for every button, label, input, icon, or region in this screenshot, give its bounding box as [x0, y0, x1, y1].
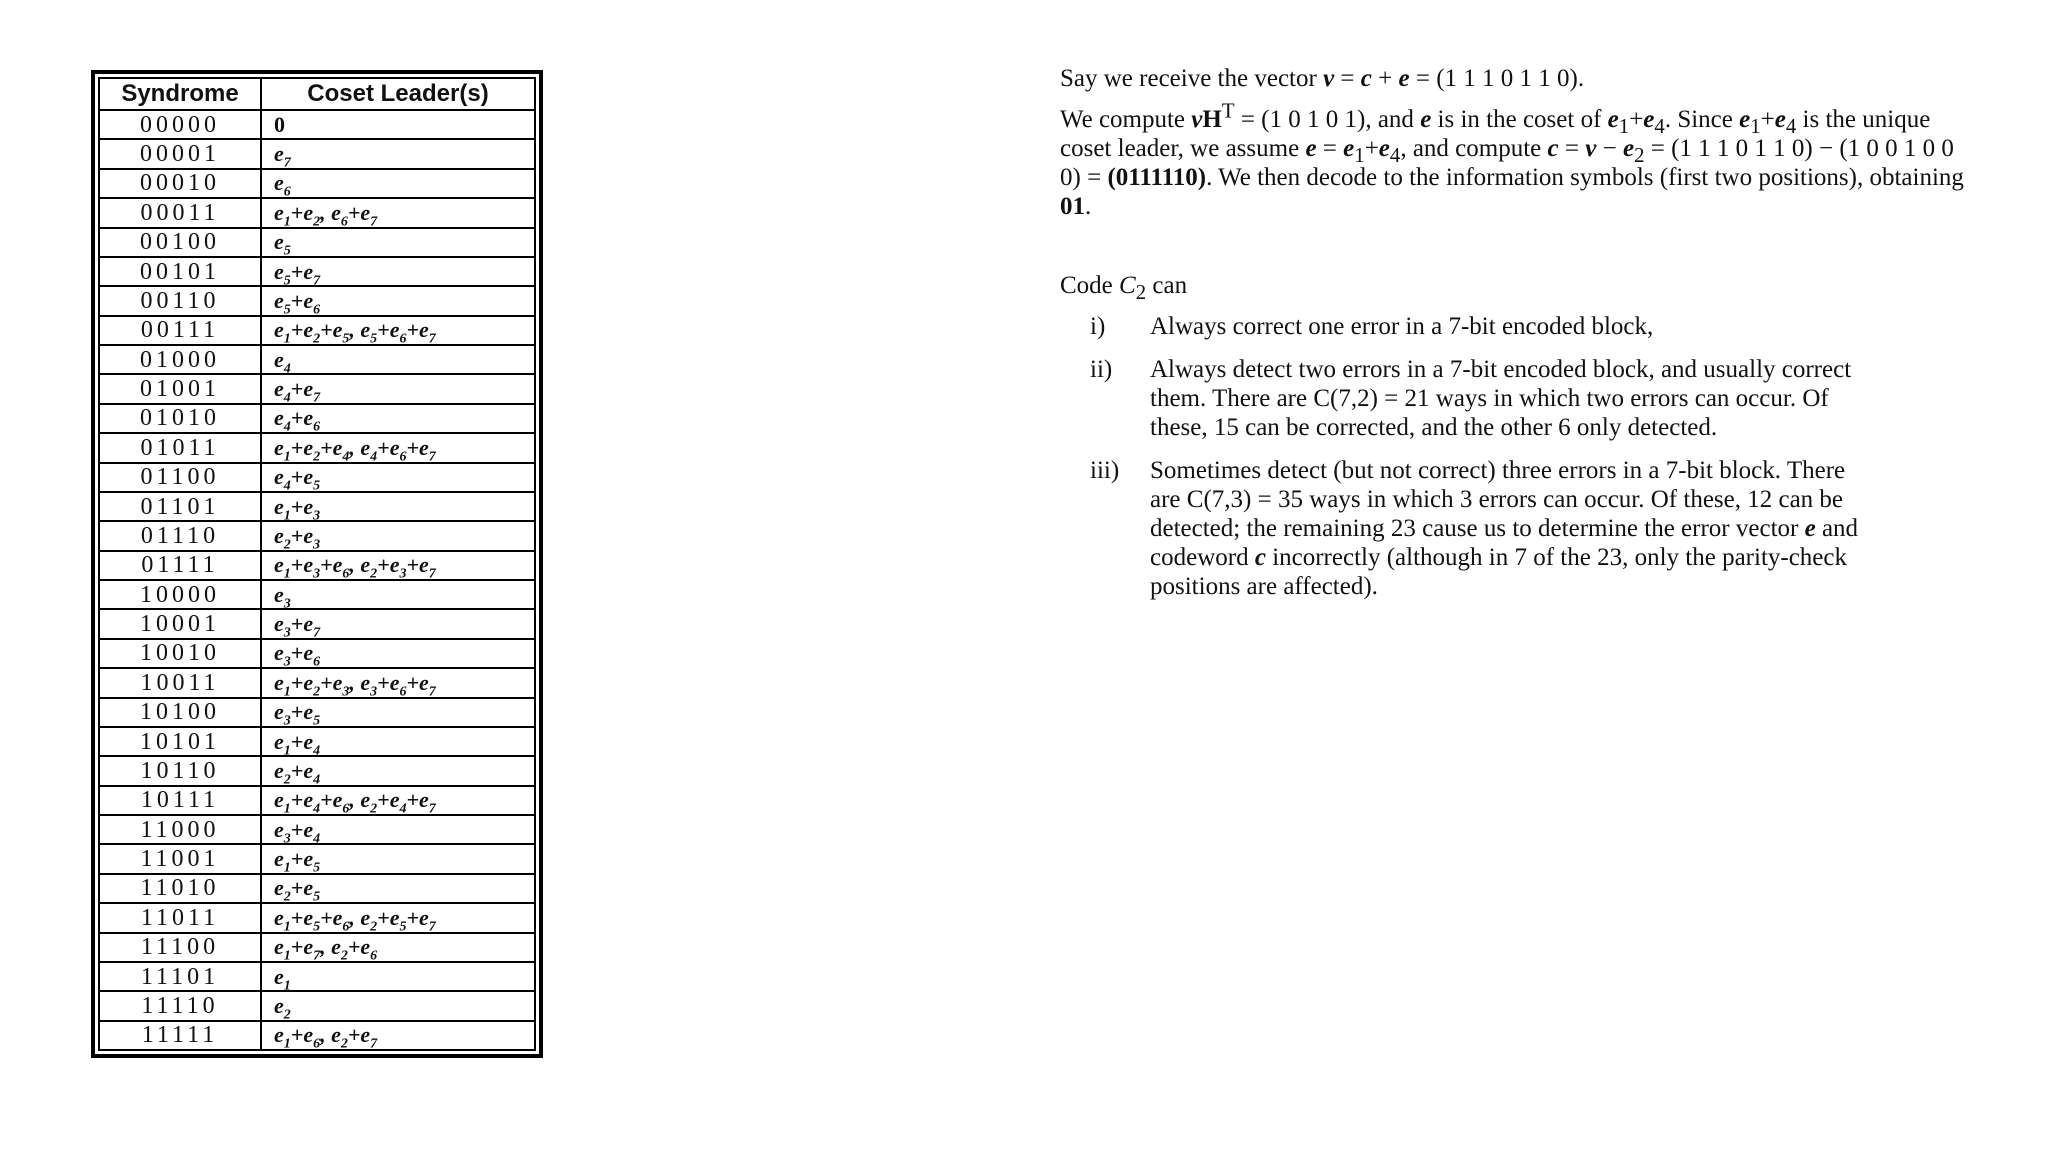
vector-c: c — [1360, 65, 1372, 92]
coset-leader-cell: $e_1+e_2$, $e_6+e_7$ — [261, 198, 535, 227]
coset-leader-cell: 0 — [261, 110, 535, 139]
table-row — [99, 374, 535, 403]
vector-e: e — [1607, 106, 1619, 133]
table-row — [99, 874, 535, 903]
vector-v: v — [1585, 135, 1597, 162]
list-item-text: Always detect two errors in a 7-bit encoded block, and usually correct them. There are C(7,2) = 21 ways in which two errors can occur. Of these, 15 can be corrected, and the other 6 only detected. — [1150, 356, 1852, 441]
vector-e: e — [1804, 515, 1816, 542]
coset-leader-cell: $e_3+e_4$ — [261, 815, 535, 844]
table-row — [99, 756, 535, 785]
receive-text-1: Say we receive the vector — [1060, 65, 1324, 92]
plus: + — [1760, 106, 1775, 133]
table-row — [99, 257, 535, 286]
table-row — [99, 228, 535, 257]
syndrome-cell: 11111 — [99, 1021, 261, 1050]
decoded-codeword: (0111110) — [1107, 164, 1207, 191]
syndrome-cell: 10000 — [99, 580, 261, 609]
vector-e: e — [1343, 135, 1355, 162]
subscript: 2 — [1135, 280, 1147, 304]
list-item — [1060, 312, 1980, 341]
matrix-h: H — [1202, 106, 1222, 133]
list-item-text-c: incorrectly (although in 7 of the 23, only the parity-check positions are affected). — [1150, 544, 1848, 600]
syndrome-cell: 01111 — [99, 551, 261, 580]
coset-leader-cell: $e_1+e_2+e_3$, $e_3+e_6+e_7$ — [261, 668, 535, 697]
subscript: 4 — [1654, 114, 1665, 138]
syndrome-cell: 11010 — [99, 874, 261, 903]
syndrome-cell: 10001 — [99, 609, 261, 638]
syndrome-value: = (1 0 1 0 1), and — [1234, 106, 1421, 133]
plus: + — [1629, 106, 1644, 133]
table-row — [99, 286, 535, 315]
table-row — [99, 345, 535, 374]
table-row — [99, 668, 535, 697]
table-row — [99, 198, 535, 227]
coset-leader-cell: $e_1+e_5+e_6$, $e_2+e_5+e_7$ — [261, 903, 535, 932]
syndrome-table-frame — [91, 70, 543, 1058]
coset-leader-cell: $e_2+e_3$ — [261, 521, 535, 550]
subscript: 1 — [1618, 114, 1630, 138]
syndrome-cell: 00101 — [99, 257, 261, 286]
equals: = — [1558, 135, 1586, 162]
coset-leader-cell: $e_2+e_4$ — [261, 756, 535, 785]
vector-v: v — [1191, 106, 1203, 133]
coset-leader-cell: $e_1+e_3+e_6$, $e_2+e_3+e_7$ — [261, 551, 535, 580]
syndrome-cell: 00001 — [99, 139, 261, 168]
table-row — [99, 492, 535, 521]
syndrome-cell: 01101 — [99, 492, 261, 521]
table-row — [99, 609, 535, 638]
equals: = — [1316, 135, 1344, 162]
syndrome-cell: 01100 — [99, 463, 261, 492]
table-row — [99, 110, 535, 139]
compute-text-4: . Since — [1664, 106, 1740, 133]
syndrome-cell: 10100 — [99, 698, 261, 727]
vector-c: c — [1547, 135, 1559, 162]
coset-leader-cell: $e_4+e_7$ — [261, 374, 535, 403]
vector-e: e — [1643, 106, 1655, 133]
code-heading — [1060, 271, 1980, 304]
table-row — [99, 903, 535, 932]
compute-paragraph — [1060, 98, 1980, 221]
syndrome-cell: 11000 — [99, 815, 261, 844]
table-row — [99, 991, 535, 1020]
list-marker: i) — [1090, 313, 1106, 340]
minus: − — [1596, 135, 1623, 162]
vector-e: e — [1305, 135, 1317, 162]
coset-leader-cell: $e_2$ — [261, 991, 535, 1020]
code-text-2: can — [1146, 272, 1188, 299]
syndrome-cell: 00100 — [99, 228, 261, 257]
list-marker: ii) — [1090, 356, 1113, 383]
vector-e: e — [1420, 106, 1432, 133]
code-text: Code — [1060, 272, 1120, 299]
period: . — [1085, 193, 1092, 220]
coset-leader-cell: $e_1+e_7$, $e_2+e_6$ — [261, 933, 535, 962]
vector-e: e — [1378, 135, 1390, 162]
syndrome-cell: 00111 — [99, 316, 261, 345]
subscript: 1 — [1750, 114, 1761, 138]
list-item — [1060, 355, 1980, 442]
coset-leader-cell: $e_3+e_6$ — [261, 639, 535, 668]
equals: = — [1334, 65, 1361, 92]
table-row — [99, 169, 535, 198]
syndrome-table — [98, 77, 536, 1051]
syndrome-cell: 11101 — [99, 962, 261, 991]
table-row — [99, 815, 535, 844]
plus: + — [1371, 65, 1399, 92]
receive-paragraph — [1060, 64, 1980, 93]
coset-leaders-header: Coset Leader(s) — [261, 78, 535, 110]
list-item — [1060, 456, 1980, 601]
coset-leader-cell: $e_4$ — [261, 345, 535, 374]
table-row — [99, 404, 535, 433]
list-item-text-b: and codeword — [1150, 515, 1859, 571]
code-symbol: C — [1119, 272, 1136, 299]
subscript: 2 — [1634, 143, 1645, 167]
syndrome-cell: 11110 — [99, 991, 261, 1020]
syndrome-cell: 00110 — [99, 286, 261, 315]
subscript: 1 — [1354, 143, 1365, 167]
table-row — [99, 316, 535, 345]
table-row — [99, 933, 535, 962]
subtraction: = (1 1 1 0 1 1 0) − (1 0 0 1 0 0 0) = — [1060, 135, 1954, 191]
coset-leader-cell: $e_1+e_4+e_6$, $e_2+e_4+e_7$ — [261, 786, 535, 815]
syndrome-cell: 00000 — [99, 110, 261, 139]
table-row — [99, 698, 535, 727]
compute-text-3: is in the coset of — [1431, 106, 1608, 133]
coset-leader-cell: $e_1$ — [261, 962, 535, 991]
syndrome-cell: 01110 — [99, 521, 261, 550]
table-row — [99, 727, 535, 756]
vector-e: e — [1739, 106, 1751, 133]
coset-leader-cell: $e_1+e_4$ — [261, 727, 535, 756]
syndrome-cell: 01000 — [99, 345, 261, 374]
compute-text-1: We compute — [1060, 106, 1192, 133]
coset-leader-cell: $e_1+e_2+e_4$, $e_4+e_6+e_7$ — [261, 433, 535, 462]
syndrome-cell: 00011 — [99, 198, 261, 227]
coset-leader-cell: $e_3+e_7$ — [261, 609, 535, 638]
list-item-text-a: Sometimes detect (but not correct) three errors in a 7-bit block. There are C(7,3) = 35 ways in which 3 errors can occur. Of these, 12 can be detected; the remaining 23 cause us to determine the error vector — [1150, 457, 1846, 542]
syndrome-cell: 10110 — [99, 756, 261, 785]
syndrome-cell: 01001 — [99, 374, 261, 403]
table-row — [99, 463, 535, 492]
syndrome-cell: 11100 — [99, 933, 261, 962]
syndrome-cell: 10111 — [99, 786, 261, 815]
syndrome-cell: 11011 — [99, 903, 261, 932]
table-row — [99, 786, 535, 815]
coset-leader-cell: $e_7$ — [261, 139, 535, 168]
vector-e: e — [1398, 65, 1410, 92]
compute-text-7: , and compute — [1400, 135, 1548, 162]
list-item-text: Always correct one error in a 7-bit encoded block, — [1150, 313, 1654, 340]
syndrome-cell: 10011 — [99, 668, 261, 697]
table-row — [99, 580, 535, 609]
syndrome-cell: 01011 — [99, 433, 261, 462]
vector-c: c — [1254, 544, 1266, 571]
coset-leader-cell: $e_3+e_5$ — [261, 698, 535, 727]
syndrome-cell: 11001 — [99, 844, 261, 873]
coset-leader-cell: $e_1+e_3$ — [261, 492, 535, 521]
table-row — [99, 962, 535, 991]
coset-leader-cell: $e_3$ — [261, 580, 535, 609]
coset-leader-cell: $e_4+e_6$ — [261, 404, 535, 433]
coset-leader-cell: $e_4+e_5$ — [261, 463, 535, 492]
table-row — [99, 139, 535, 168]
plus: + — [1364, 135, 1379, 162]
syndrome-cell: 01010 — [99, 404, 261, 433]
compute-text-11: . We then decode to the information symbols (first two positions), obtaining — [1206, 164, 1964, 191]
table-row — [99, 551, 535, 580]
vector-e: e — [1622, 135, 1635, 162]
table-row — [99, 1021, 535, 1050]
syndrome-table-body — [99, 110, 535, 1050]
syndrome-cell: 10010 — [99, 639, 261, 668]
vector-v: v — [1323, 65, 1335, 92]
coset-leader-cell: $e_5$ — [261, 228, 535, 257]
coset-leader-cell: $e_5+e_6$ — [261, 286, 535, 315]
table-row — [99, 844, 535, 873]
list-marker: iii) — [1090, 457, 1120, 484]
subscript: 4 — [1785, 114, 1797, 138]
syndrome-header: Syndrome — [99, 78, 261, 110]
coset-leader-cell: $e_1+e_2+e_5$, $e_5+e_6+e_7$ — [261, 316, 535, 345]
coset-leader-cell: $e_6$ — [261, 169, 535, 198]
coset-leader-cell: $e_1+e_5$ — [261, 844, 535, 873]
syndrome-cell: 10101 — [99, 727, 261, 756]
received-vector: = (1 1 1 0 1 1 0). — [1409, 65, 1585, 92]
coset-leader-cell: $e_1+e_6$, $e_2+e_7$ — [261, 1021, 535, 1050]
subscript: 4 — [1389, 143, 1401, 167]
compute-text-5: is the unique coset leader, we assume — [1060, 106, 1931, 162]
vector-e: e — [1774, 106, 1786, 133]
information-symbols: 01 — [1060, 193, 1085, 220]
coset-leader-cell: $e_2+e_5$ — [261, 874, 535, 903]
table-row — [99, 521, 535, 550]
list-item-text — [1150, 456, 1870, 601]
table-row — [99, 433, 535, 462]
coset-leader-cell: $e_5+e_7$ — [261, 257, 535, 286]
table-row — [99, 639, 535, 668]
table-header-row — [99, 78, 535, 110]
syndrome-cell: 00010 — [99, 169, 261, 198]
explanation-text — [1060, 64, 1980, 615]
transpose-mark: T — [1221, 98, 1235, 123]
